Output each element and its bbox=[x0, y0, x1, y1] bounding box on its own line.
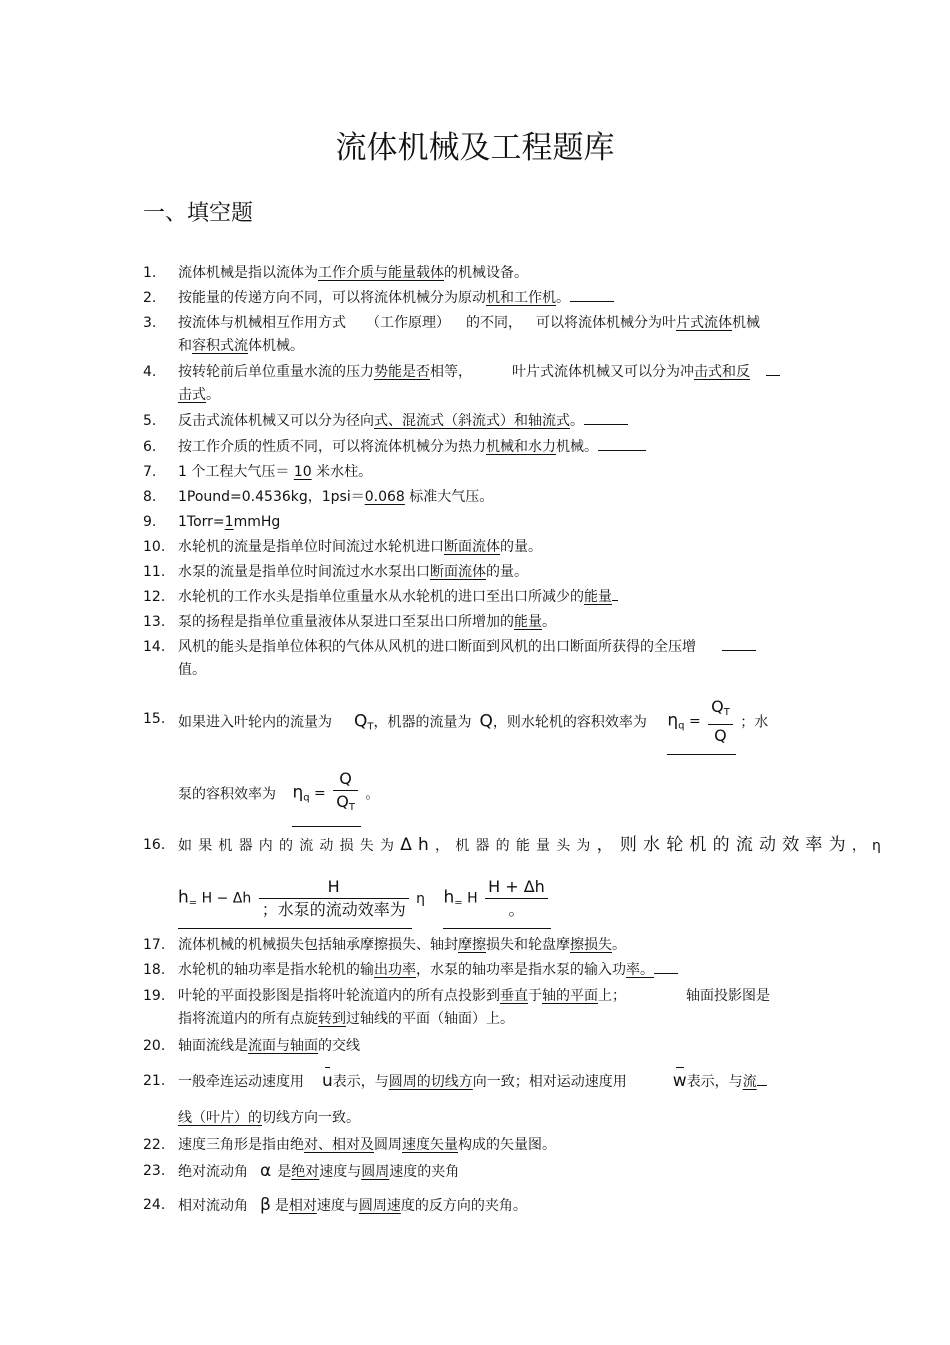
question-text: 的量。 bbox=[486, 564, 528, 580]
question-text: Q bbox=[714, 726, 727, 745]
question-number: 8. bbox=[143, 489, 157, 505]
question-number: 19. bbox=[143, 988, 166, 1004]
question-text: 1Pound=0.4536kg，1psi＝ bbox=[178, 489, 365, 505]
question-text: 。 bbox=[206, 387, 220, 403]
question-17 bbox=[143, 934, 808, 957]
question-text: 流体机械的机械损失包括轴承摩擦损失、轴封 bbox=[178, 937, 458, 953]
question-number: 12. bbox=[143, 589, 166, 605]
answer: 率。 bbox=[626, 962, 654, 978]
question-text: Δh bbox=[400, 835, 436, 855]
question-number: 17. bbox=[143, 937, 166, 953]
question-text: 水轮机的工作水头是指单位重量水从水轮机的进口至出口所减少的 bbox=[178, 589, 584, 605]
question-text: 于 bbox=[528, 988, 542, 1004]
question-text: ，则水轮机的流动效率为 bbox=[596, 835, 852, 855]
question-number: 18. bbox=[143, 962, 166, 978]
answer: 10 bbox=[293, 464, 312, 480]
question-text: 相对流动角 bbox=[178, 1198, 248, 1214]
question-number: 24. bbox=[143, 1197, 166, 1213]
question-number: 9. bbox=[143, 514, 157, 530]
answer: 出功率 bbox=[374, 962, 416, 978]
answer: 速度矢量 bbox=[402, 1137, 458, 1153]
question-text: 是 bbox=[274, 1198, 289, 1214]
answer: 0.068 bbox=[364, 489, 405, 505]
question-text: H bbox=[259, 876, 409, 899]
question-16: 16. 如果机器内的流动损失为Δh，机器的能量头为，则水轮机的流动效率为，η $h_=$ H − Δh $\frac{H}{\text{；水泵的流动效率为}}$ η $h_=$ H $\frac{H + \Delta h}{。}$ bbox=[143, 834, 808, 928]
question-text: 标准大气压。 bbox=[409, 489, 494, 505]
answer: 轴的平面 bbox=[542, 988, 598, 1004]
question-3 bbox=[143, 312, 808, 358]
answer: 流 bbox=[742, 1074, 757, 1090]
question-5 bbox=[143, 410, 808, 433]
question-text: 机械 bbox=[732, 315, 760, 331]
question-text: 。 bbox=[365, 786, 380, 803]
answer: 击式和反 bbox=[694, 364, 750, 380]
question-20 bbox=[143, 1035, 808, 1058]
question-text: 的机械设备。 bbox=[444, 265, 528, 281]
question-text: 流体机械是指以流体为 bbox=[178, 265, 318, 281]
question-number: 11. bbox=[143, 564, 166, 580]
question-19 bbox=[143, 985, 808, 1031]
question-text: 叶片式流体机械又可以分为冲 bbox=[512, 364, 694, 380]
question-number: 16. bbox=[143, 837, 166, 853]
question-text: Q bbox=[354, 711, 368, 732]
section-title: 一、填空题 bbox=[143, 201, 254, 226]
question-text: 按工作介质的性质不同，可以将流体机械分为热力 bbox=[178, 439, 486, 455]
answer: 断面流体 bbox=[430, 564, 486, 580]
answer: 摩擦 bbox=[458, 937, 486, 953]
question-number: 23. bbox=[143, 1163, 166, 1179]
answer: 势能是否 bbox=[374, 364, 430, 380]
question-9 bbox=[143, 511, 808, 534]
question-text: T bbox=[348, 802, 355, 813]
question-text: 泵的扬程是指单位重量液体从泵进口至泵出口所增加的 bbox=[178, 614, 514, 630]
question-text: 。 bbox=[584, 439, 598, 455]
answer: 对、相对及 bbox=[304, 1137, 374, 1153]
question-text: η bbox=[292, 782, 304, 803]
question-text: w bbox=[672, 1071, 687, 1091]
question-text: 表示，与 bbox=[332, 1074, 389, 1090]
question-text: T bbox=[367, 721, 374, 733]
question-6 bbox=[143, 436, 808, 459]
question-text: Q bbox=[336, 792, 349, 811]
question-text: 指将流道内的所有点旋 bbox=[178, 1011, 318, 1027]
question-text: 1Torr= bbox=[178, 514, 225, 530]
question-text: 是 bbox=[277, 1164, 292, 1180]
question-number: 7. bbox=[143, 464, 157, 480]
answer: 线（叶片）的 bbox=[178, 1110, 262, 1126]
question-text: 圆周 bbox=[374, 1137, 402, 1153]
volumetric-efficiency-pump bbox=[292, 768, 360, 821]
question-text: 速度与 bbox=[319, 1164, 362, 1180]
answer: 轴面 bbox=[290, 1038, 318, 1054]
answer: 容积式流 bbox=[192, 338, 248, 354]
answer: 流面与 bbox=[248, 1038, 290, 1054]
answer: 工作介质与能量载体 bbox=[318, 265, 444, 281]
answer: 圆周 bbox=[361, 1164, 390, 1180]
question-text: H − Δh bbox=[201, 890, 252, 906]
question-text: Q bbox=[479, 711, 493, 732]
question-text: ；水 bbox=[740, 714, 769, 731]
question-text: 按流体与机械相互作用方式 bbox=[178, 315, 346, 331]
question-text: 速度与 bbox=[316, 1198, 359, 1214]
question-21 bbox=[143, 1070, 808, 1130]
question-text: 过轴线的平面（轴面）上。 bbox=[346, 1011, 514, 1027]
question-text: 。 bbox=[556, 290, 570, 306]
question-12 bbox=[143, 586, 808, 609]
question-text: ，机器的流量为 bbox=[373, 714, 472, 731]
question-text: 米水柱。 bbox=[316, 464, 373, 480]
answer: 机和工作机 bbox=[486, 290, 556, 306]
question-text: 度的反方向的夹角。 bbox=[400, 1198, 527, 1214]
question-number: 14. bbox=[143, 639, 166, 655]
question-text: 水泵的流量是指单位时间流过水水泵出口 bbox=[178, 564, 430, 580]
question-text: = bbox=[454, 897, 463, 908]
question-number: 4. bbox=[143, 364, 157, 380]
question-text: 切线方向一致。 bbox=[262, 1110, 360, 1126]
flow-efficiency-pump bbox=[443, 876, 550, 923]
question-text: 叶轮的平面投影图是指将叶轮流道内的所有点投影到 bbox=[178, 988, 500, 1004]
question-text: Q bbox=[711, 697, 724, 716]
question-text: η bbox=[667, 710, 679, 731]
question-2 bbox=[143, 287, 808, 310]
question-text: 上； bbox=[598, 988, 626, 1004]
question-1 bbox=[143, 262, 808, 285]
question-text: 。 bbox=[612, 937, 626, 953]
question-text: η bbox=[872, 838, 888, 854]
question-number: 5. bbox=[143, 413, 157, 429]
question-number: 10. bbox=[143, 539, 166, 555]
question-text: 速度的夹角 bbox=[389, 1164, 460, 1180]
question-text: 。 bbox=[542, 614, 556, 630]
question-text: 风机的能头是指单位体积的气体从风机的进口断面到风机的出口断面所获得的全压增 bbox=[178, 639, 696, 655]
answer: 擦损失 bbox=[570, 937, 612, 953]
question-text: q bbox=[678, 720, 685, 732]
question-text: 值。 bbox=[178, 662, 206, 678]
question-text: u bbox=[322, 1071, 333, 1091]
question-number: 13. bbox=[143, 614, 166, 630]
question-10 bbox=[143, 536, 808, 559]
question-number: 2. bbox=[143, 290, 157, 306]
question-number: 1. bbox=[143, 265, 157, 281]
question-text: H bbox=[467, 890, 478, 906]
question-text: Q bbox=[333, 768, 358, 791]
answer: 绝对 bbox=[291, 1164, 320, 1180]
question-text: ，水泵的轴功率是指水泵的输入功 bbox=[416, 962, 626, 978]
answer: 式、混流式（斜流式）和轴流式 bbox=[374, 413, 570, 429]
answer: 机械和水力 bbox=[486, 439, 556, 455]
question-text: β bbox=[260, 1195, 271, 1215]
answer: 圆周速 bbox=[358, 1198, 401, 1214]
page-title: 流体机械及工程题库 bbox=[335, 130, 615, 166]
question-text: 和 bbox=[178, 338, 192, 354]
answer: 能量 bbox=[584, 589, 612, 605]
question-text: 体机械。 bbox=[248, 338, 304, 354]
question-text: 反击式流体机械又可以分为径向 bbox=[178, 413, 374, 429]
question-text: 绝对流动角 bbox=[178, 1164, 248, 1180]
question-text: 相等， bbox=[430, 364, 472, 380]
question-text: 如果机器内的流动损失为 bbox=[178, 838, 401, 854]
question-text: 按转轮前后单位重量水流的压力 bbox=[178, 364, 374, 380]
question-text: 按能量的传递方向不同，可以将流体机械分为原动 bbox=[178, 290, 486, 306]
question-18 bbox=[143, 959, 808, 982]
question-number: 6. bbox=[143, 439, 157, 455]
question-text: = bbox=[314, 785, 326, 802]
question-22 bbox=[143, 1134, 808, 1157]
question-text: ，机器的能量头为 bbox=[435, 838, 597, 854]
answer: 能量 bbox=[514, 614, 542, 630]
question-text: 一般牵连运动速度用 bbox=[178, 1074, 304, 1090]
question-number: 21. bbox=[143, 1073, 166, 1089]
answer: 片式流体 bbox=[676, 315, 732, 331]
question-text: = bbox=[188, 897, 198, 908]
question-text: h bbox=[178, 887, 189, 907]
question-8 bbox=[143, 486, 808, 509]
answer: 击式 bbox=[178, 387, 206, 403]
question-text: 向一致；相对运动速度用 bbox=[472, 1074, 627, 1090]
question-text: 的不同， bbox=[466, 315, 522, 331]
flow-efficiency-turbine bbox=[178, 876, 412, 923]
answer: 圆周的切线方 bbox=[388, 1074, 473, 1090]
question-text: h bbox=[443, 887, 455, 907]
question-text: 速度三角形是指由绝 bbox=[178, 1137, 304, 1153]
answer: 垂直 bbox=[500, 988, 528, 1004]
question-text: 。 bbox=[570, 413, 584, 429]
question-text: 构成的矢量图。 bbox=[458, 1137, 556, 1153]
question-text: = bbox=[688, 713, 701, 730]
question-text: 轴面流线是 bbox=[178, 1038, 248, 1054]
question-text: 表示，与 bbox=[686, 1074, 743, 1090]
question-text: （工作原理） bbox=[366, 315, 450, 331]
question-text: 。 bbox=[508, 899, 525, 919]
question-text: 的交线 bbox=[318, 1038, 360, 1054]
question-text: ，则水轮机的容积效率为 bbox=[492, 714, 647, 731]
question-text: q bbox=[303, 792, 310, 804]
question-text: 泵的容积效率为 bbox=[178, 786, 276, 803]
question-14 bbox=[143, 636, 808, 682]
question-text: H + Δh bbox=[485, 876, 548, 899]
question-11 bbox=[143, 561, 808, 584]
question-text: 可以将流体机械分为叶 bbox=[536, 315, 676, 331]
question-number: 3. bbox=[143, 315, 157, 331]
answer: 转到 bbox=[318, 1011, 346, 1027]
question-text: 1 个工程大气压＝ bbox=[178, 464, 290, 480]
question-text: 损失和轮盘摩 bbox=[486, 937, 570, 953]
answer: 1 bbox=[224, 514, 234, 530]
question-24 bbox=[143, 1194, 808, 1218]
question-number: 15. bbox=[143, 711, 166, 727]
question-number: 20. bbox=[143, 1038, 166, 1054]
question-23 bbox=[143, 1160, 808, 1184]
question-15 bbox=[143, 696, 808, 820]
question-13 bbox=[143, 611, 808, 634]
question-number: 22. bbox=[143, 1137, 166, 1153]
question-7 bbox=[143, 461, 808, 484]
question-text: 的量。 bbox=[500, 539, 542, 555]
answer: 相对 bbox=[288, 1198, 317, 1214]
question-4 bbox=[143, 361, 808, 407]
question-text: T bbox=[723, 707, 730, 718]
question-text: ；水泵的流动效率为 bbox=[261, 899, 406, 919]
question-text: 水轮机的流量是指单位时间流过水轮机进口 bbox=[178, 539, 444, 555]
answer: 断面流体 bbox=[444, 539, 500, 555]
question-text: mmHg bbox=[233, 514, 281, 530]
question-text: 水轮机的轴功率是指水轮机的输 bbox=[178, 962, 374, 978]
question-text: η bbox=[416, 891, 426, 907]
question-text: 轴面投影图是 bbox=[686, 988, 770, 1004]
question-text: 机械 bbox=[556, 439, 584, 455]
volumetric-efficiency-turbine bbox=[667, 696, 735, 749]
question-text: 如果进入叶轮内的流量为 bbox=[178, 714, 332, 731]
question-text: α bbox=[260, 1161, 272, 1181]
